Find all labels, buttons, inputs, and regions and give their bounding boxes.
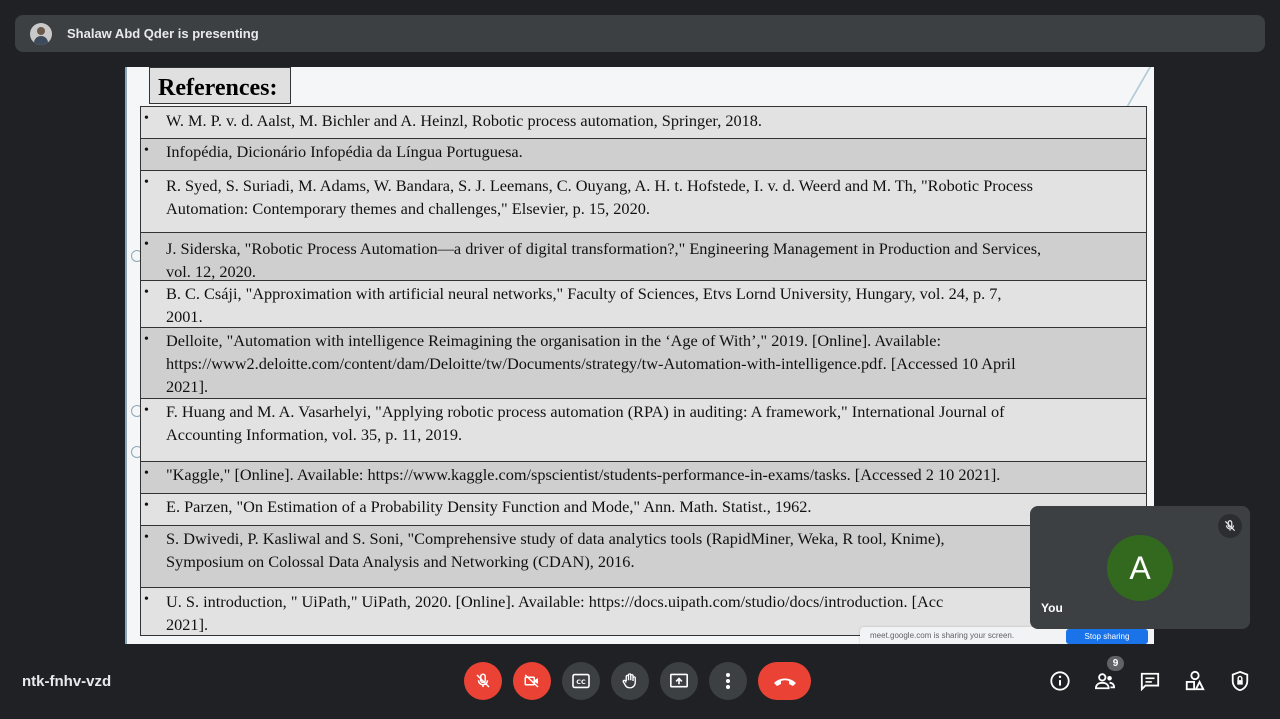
reference-item	[140, 139, 1147, 171]
reference-line: • E. Parzen, "On Estimation of a Probability Density Function and Mode," Ann. Math. Statist., 1962.	[166, 497, 812, 516]
participants-button[interactable]	[1093, 669, 1117, 693]
self-video-tile[interactable]	[1030, 506, 1250, 629]
self-label: You	[1041, 601, 1063, 615]
reference-line: vol. 12, 2020.	[166, 262, 257, 281]
reference-line: • B. C. Csáji, "Approximation with artificial neural networks," Faculty of Sciences, Etvs Lornd University, Hungary, vol. 24, p. 7,	[166, 284, 1002, 303]
shapes-icon	[1184, 670, 1206, 692]
reference-item	[140, 171, 1147, 233]
toast-text: meet.google.com is sharing your screen.	[870, 631, 1015, 640]
reference-item	[140, 494, 1147, 526]
reference-line: • Delloite, "Automation with intelligence Reimagining the organisation in the ‘Age of With’," 2019. [Online]. Available:	[166, 331, 941, 350]
shield-lock-icon	[1230, 670, 1250, 692]
self-avatar: A	[1107, 535, 1173, 601]
meeting-code: ntk-fnhv-vzd	[22, 673, 112, 690]
people-icon	[1094, 671, 1116, 691]
chat-button[interactable]	[1138, 669, 1162, 693]
presenter-banner	[15, 15, 1265, 52]
reference-line: • R. Syed, S. Suriadi, M. Adams, W. Bandara, S. J. Leemans, C. Ouyang, A. H. t. Hofstede, I. v. d. Weerd and M. Th, "Robotic Process	[166, 176, 1033, 195]
captions-button[interactable]	[562, 662, 600, 700]
camera-off-icon	[522, 672, 542, 690]
reference-line: • U. S. introduction, " UiPath," UiPath, 2020. [Online]. Available: https://docs.uipath.com/studio/docs/introduction. [Acc	[166, 592, 944, 611]
present-icon	[669, 672, 689, 690]
mic-off-button[interactable]	[464, 662, 502, 700]
reference-line: Symposium on Colossal Data Analysis and Networking (CDAN), 2016.	[166, 552, 635, 571]
reference-item	[140, 281, 1147, 328]
screen-share-toast	[860, 627, 1154, 644]
slide-decoration-line	[1085, 67, 1151, 109]
reference-line: • Infopédia, Dicionário Infopédia da Língua Portuguesa.	[166, 142, 523, 161]
reference-item	[140, 399, 1147, 462]
info-icon	[1049, 670, 1071, 692]
reference-line: 2021].	[166, 377, 209, 396]
reference-item	[140, 462, 1147, 494]
svg-text:CC: CC	[576, 678, 586, 687]
hang-up-icon	[772, 675, 798, 687]
reference-line: https://www2.deloitte.com/content/dam/Deloitte/tw/Documents/strategy/tw-Automation-with-intelligence.pdf. [Accessed 10 April	[166, 354, 1016, 373]
reference-line: • S. Dwivedi, P. Kasliwal and S. Soni, "Comprehensive study of data analytics tools (RapidMiner, Weka, R tool, Knime),	[166, 529, 945, 548]
references-list	[140, 106, 1147, 636]
reference-line: • W. M. P. v. d. Aalst, M. Bichler and A. Heinzl, Robotic process automation, Springer, 2018.	[166, 111, 762, 130]
mic-off-icon	[1218, 514, 1242, 538]
meeting-details-button[interactable]	[1048, 669, 1072, 693]
more-vert-icon	[725, 672, 731, 690]
reference-line: 2021].	[166, 615, 209, 634]
reference-line: • J. Siderska, "Robotic Process Automation—a driver of digital transformation?," Engineering Management in Production and Services,	[166, 239, 1042, 258]
present-screen-button[interactable]	[660, 662, 698, 700]
presenter-avatar	[30, 23, 52, 45]
shared-screen-slide	[125, 67, 1154, 644]
mic-off-icon	[474, 672, 492, 690]
captions-icon	[571, 673, 591, 689]
presenter-text: Shalaw Abd Qder is presenting	[67, 26, 259, 41]
host-controls-button[interactable]	[1228, 669, 1252, 693]
end-call-button[interactable]	[758, 662, 811, 700]
reference-line: 2001.	[166, 307, 203, 326]
stop-sharing-button[interactable]: Stop sharing	[1066, 629, 1148, 644]
chat-icon	[1139, 671, 1161, 691]
participants-count-badge: 9	[1107, 656, 1124, 671]
more-options-button[interactable]	[709, 662, 747, 700]
reference-line: Accounting Information, vol. 35, p. 11, 2019.	[166, 425, 463, 444]
reference-item	[140, 526, 1147, 588]
reference-line: • "Kaggle," [Online]. Available: https://www.kaggle.com/spscientist/students-performance-in-exams/tasks. [Accessed 2 10 2021].	[166, 465, 1001, 484]
camera-off-button[interactable]	[513, 662, 551, 700]
reference-line: Automation: Contemporary themes and challenges," Elsevier, p. 15, 2020.	[166, 199, 650, 218]
reference-line: • F. Huang and M. A. Vasarhelyi, "Applying robotic process automation (RPA) in auditing: A framework," International Journal of	[166, 402, 1005, 421]
reference-item	[140, 328, 1147, 399]
activities-button[interactable]	[1183, 669, 1207, 693]
reference-item	[140, 233, 1147, 281]
reference-item	[140, 106, 1147, 139]
hand-icon	[621, 671, 639, 691]
slide-title: References:	[149, 67, 291, 104]
raise-hand-button[interactable]	[611, 662, 649, 700]
